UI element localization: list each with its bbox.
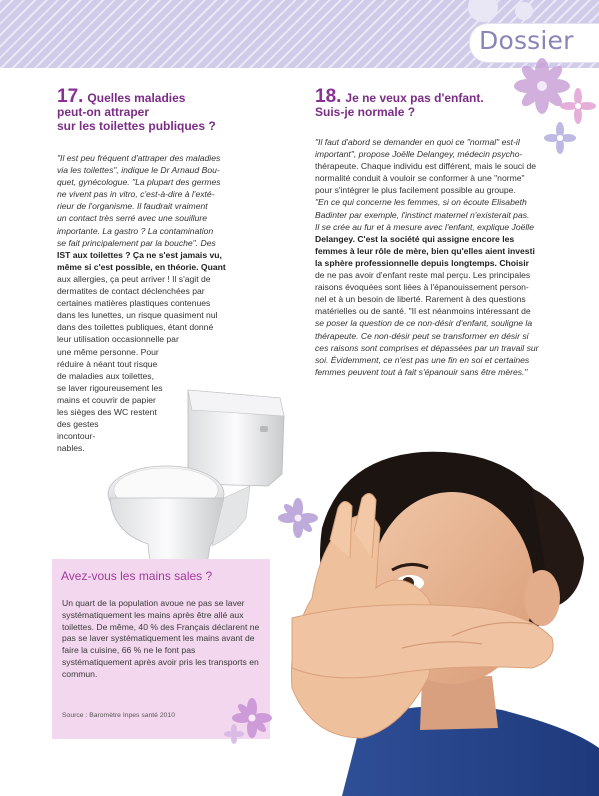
body-line: se fait principalement par la bouche". Des [57,237,216,248]
body-line: raisons évoquées sont liées à l'épanouissement person- [315,282,529,293]
body-line: thérapeute. Ce non-désir peut se transformer en désir si [315,330,529,341]
question-17-title-line: Quelles maladies [87,91,186,105]
body-line: incontour- [57,431,96,442]
body-line: une même personne. Pour [57,346,159,357]
question-18-number: 18. [315,86,342,107]
body-line: Delangey. C'est la société qui assigne encore les [315,233,515,244]
body-line: thérapeute. Chaque individu est différent, mais le souci de [315,161,537,172]
question-17-title-line: sur les toilettes publiques ? [57,119,216,133]
body-line: IST aux toilettes ? Ça ne s'est jamais vu, [57,249,222,260]
body-line: de ne pas avoir d'enfant reste mal perçu. Les principales [315,270,531,281]
body-line: matérielles ou de santé. "Il est néanmoins intéressant de [315,306,531,317]
body-line: femmes à leur rôle de mère, bien qu'elles aient investi [315,245,535,256]
question-18-title-line: Je ne veux pas d'enfant. [345,91,484,105]
body-line: nables. [57,443,85,454]
body-line: la sphère professionnelle depuis longtemps. Choisir [315,257,529,268]
body-line: rieur de l'organisme. Il faudrait vraiment [57,201,208,212]
body-line: réduire à néant tout risque [57,358,158,369]
section-label: Dossier [479,26,574,55]
body-line: nel et à un besoin de liberté. Rarement à des questions [315,294,526,305]
question-18-body [315,136,577,378]
body-line: importante. La gastro ? La contamination [57,225,214,236]
flower-decoration-bottom [222,694,274,746]
body-line: soi. Évidemment, ce n'est pas une fin en soi et certaines [315,354,530,365]
body-line: pour s'intégrer le plus facilement possible au groupe. [315,185,516,196]
body-line: même si c'est possible, en théorie. Quant [57,261,226,272]
question-18-heading [315,86,555,119]
body-line: mains et couvrir de papier [57,394,156,405]
body-line: ne vivent pas in vitro, c'est-à-dire à l'exté- [57,189,215,200]
body-line: de maladies aux toilettes, [57,370,154,381]
body-line: via les toilettes", indique le Dr Arnaud Bou- [57,165,220,176]
body-line: normalité conduit à vouloir se conformer à une "norme" [315,173,525,184]
body-line: Badinter par exemple, l'instinct maternel n'existerait pas. [315,209,530,220]
body-line: ces raisons sont comprises et dépassées par un travail sur [315,342,539,353]
body-line: dermatites de contact déclenchées par [57,286,205,297]
body-line: aux allergies, ça peut arriver ! Il s'agit de [57,273,211,284]
body-line: dans des toilettes publiques, étant donné [57,322,214,333]
question-17-title-line: peut-on attraper [57,105,150,119]
sidebar-title: Avez-vous les mains sales ? [61,569,213,583]
body-line: des gestes [57,419,99,430]
body-line: leur utilisation occasionnelle par [57,334,179,345]
body-line: "Il est peu fréquent d'attraper des maladies [57,153,221,163]
body-line: "En ce qui concerne les femmes, si on écoute Elisabeth [315,197,527,208]
sidebar-source: Source : Baromètre Inpes santé 2010 [62,712,175,719]
header-decoration-dot [515,2,533,20]
body-line: se poser la question de ce non-désir d'enfant, souligne la [315,318,533,329]
body-line: Il se crée au fur et à mesure avec l'enfant, explique Joëlle [315,221,534,232]
sidebar-body: Un quart de la population avoue ne pas se laver systématiquement les mains après être allé aux toilettes. De même, 40 % des Français déclarent ne pas se laver systématiquement les mains avant de faire la cuisine, 66 % ne le font pas systématiquement après avoir pris les transports en commun. [62,598,260,679]
question-17-heading [57,86,267,133]
body-line: se laver rigoureusement les [57,382,163,393]
body-line: "Il faut d'abord se demander en quoi ce "normal" est-il [315,137,520,147]
question-17-number: 17. [57,86,84,107]
body-line: femmes peuvent tout à fait s'épanouir sans être mères." [315,366,528,377]
body-line: les sièges des WC restent [57,406,157,417]
body-line: important", propose Joëlle Delangey, médecin psycho- [315,149,523,160]
body-line: certaines matières plastiques contenues [57,298,211,309]
body-line: un contact très serré avec une souillure [57,213,207,224]
flower-decoration-middle [276,496,320,540]
body-line: quet, gynécologue. "La plupart des germes [57,177,221,188]
question-18-title-line: Suis-je normale ? [315,105,416,119]
body-line: dans les lunettes, un risque quasiment nul [57,310,218,321]
